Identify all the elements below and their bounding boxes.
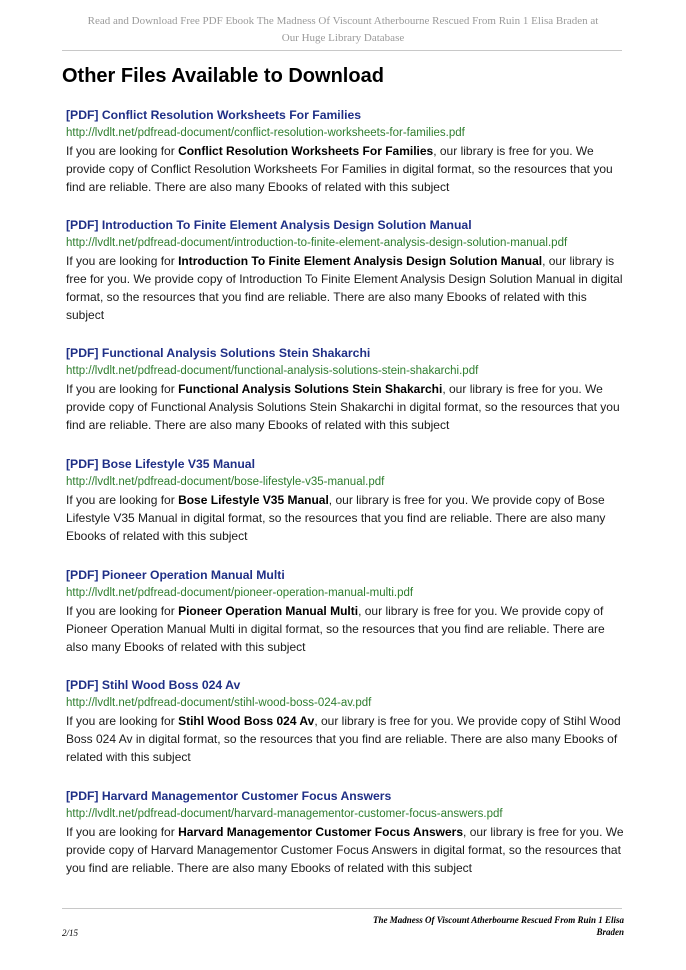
desc-suffix: , our library is free for you. We provide copy of Conflict Resolution Worksheets For Families in digital format, so the resources that you find are reliable. There are also many Ebooks of related with this subject — [66, 144, 613, 194]
desc-prefix: If you are looking for — [66, 493, 179, 507]
footer-divider — [62, 908, 622, 909]
footer-title-line-2: Braden — [596, 927, 624, 937]
desc-bold-title: Bose Lifestyle V35 Manual — [178, 493, 329, 507]
entry-description — [66, 602, 626, 656]
running-footer — [324, 914, 624, 938]
entry-description — [66, 491, 626, 545]
desc-bold-title: Conflict Resolution Worksheets For Families — [178, 144, 434, 158]
desc-suffix: , our library is free for you. We provide copy of Harvard Managementor Customer Focus Answers in digital format, so the resources that you find are reliable. There are also many Ebooks of related with this subject — [66, 825, 624, 875]
entry-url-link[interactable]: http://lvdlt.net/pdfread-document/pioneer-operation-manual-multi.pdf — [66, 587, 414, 599]
file-entry — [66, 566, 626, 656]
entry-description — [66, 142, 626, 196]
page-number: 2/15 — [62, 928, 79, 938]
section-title: Other Files Available to Download — [62, 65, 384, 87]
entry-url-link[interactable]: http://lvdlt.net/pdfread-document/stihl-wood-boss-024-av.pdf — [66, 697, 372, 709]
running-header — [60, 13, 626, 47]
desc-suffix: , our library is free for you. We provide copy of Introduction To Finite Element Analysis Design Solution Manual in digital format, so the resources that you find are reliable. There are also many Ebooks of related with this subject — [66, 254, 623, 322]
entry-title-link[interactable]: [PDF] Introduction To Finite Element Analysis Design Solution Manual — [66, 218, 472, 232]
entry-description — [66, 823, 626, 877]
desc-prefix: If you are looking for — [66, 254, 179, 268]
footer-title-line-1: The Madness Of Viscount Atherbourne Rescued From Ruin 1 Elisa — [373, 915, 624, 925]
header-line-1: Read and Download Free PDF Ebook The Madness Of Viscount Atherbourne Rescued From Ruin 1 Elisa Braden at — [87, 15, 599, 27]
entry-description — [66, 252, 626, 324]
desc-bold-title: Stihl Wood Boss 024 Av — [178, 714, 315, 728]
desc-prefix: If you are looking for — [66, 144, 179, 158]
file-entry — [66, 106, 626, 196]
desc-prefix: If you are looking for — [66, 382, 179, 396]
file-entry — [66, 216, 626, 324]
entry-title-link[interactable]: [PDF] Harvard Managementor Customer Focus Answers — [66, 789, 392, 803]
file-entry — [66, 455, 626, 545]
desc-prefix: If you are looking for — [66, 604, 179, 618]
file-entry — [66, 676, 626, 766]
desc-suffix: , our library is free for you. We provide copy of Bose Lifestyle V35 Manual in digital format, so the resources that you find are reliable. There are also many Ebooks of related with this subject — [66, 493, 606, 543]
entry-url-link[interactable]: http://lvdlt.net/pdfread-document/bose-lifestyle-v35-manual.pdf — [66, 476, 385, 488]
entry-title-link[interactable]: [PDF] Functional Analysis Solutions Stein Shakarchi — [66, 346, 371, 360]
file-entry — [66, 787, 626, 877]
entry-description — [66, 380, 626, 434]
entry-title-link[interactable]: [PDF] Stihl Wood Boss 024 Av — [66, 678, 241, 692]
entry-description — [66, 712, 626, 766]
header-line-2: Our Huge Library Database — [281, 32, 405, 44]
entry-url-link[interactable]: http://lvdlt.net/pdfread-document/harvard-managementor-customer-focus-answers.pdf — [66, 808, 503, 820]
desc-prefix: If you are looking for — [66, 714, 179, 728]
entry-title-link[interactable]: [PDF] Conflict Resolution Worksheets For Families — [66, 108, 362, 122]
desc-suffix: , our library is free for you. We provide copy of Functional Analysis Solutions Stein Shakarchi in digital format, so the resources that you find are reliable. There are also many Ebooks of related with this subject — [66, 382, 620, 432]
desc-prefix: If you are looking for — [66, 825, 179, 839]
entry-title-link[interactable]: [PDF] Bose Lifestyle V35 Manual — [66, 457, 255, 471]
entry-url-link[interactable]: http://lvdlt.net/pdfread-document/conflict-resolution-worksheets-for-families.pdf — [66, 127, 465, 139]
desc-suffix: , our library is free for you. We provide copy of Pioneer Operation Manual Multi in digital format, so the resources that you find are reliable. There are also many Ebooks of related with this subject — [66, 604, 605, 654]
header-divider — [62, 50, 622, 51]
desc-bold-title: Introduction To Finite Element Analysis Design Solution Manual — [178, 254, 543, 268]
entry-url-link[interactable]: http://lvdlt.net/pdfread-document/introduction-to-finite-element-analysis-design-solution-manual.pdf — [66, 237, 568, 249]
entry-url-link[interactable]: http://lvdlt.net/pdfread-document/functional-analysis-solutions-stein-shakarchi.pdf — [66, 365, 479, 377]
entry-title-link[interactable]: [PDF] Pioneer Operation Manual Multi — [66, 568, 285, 582]
desc-suffix: , our library is free for you. We provide copy of Stihl Wood Boss 024 Av in digital format, so the resources that you find are reliable. There are also many Ebooks of related with this subject — [66, 714, 621, 764]
desc-bold-title: Pioneer Operation Manual Multi — [178, 604, 359, 618]
desc-bold-title: Harvard Managementor Customer Focus Answers — [178, 825, 464, 839]
file-entry — [66, 344, 626, 434]
desc-bold-title: Functional Analysis Solutions Stein Shakarchi — [178, 382, 443, 396]
